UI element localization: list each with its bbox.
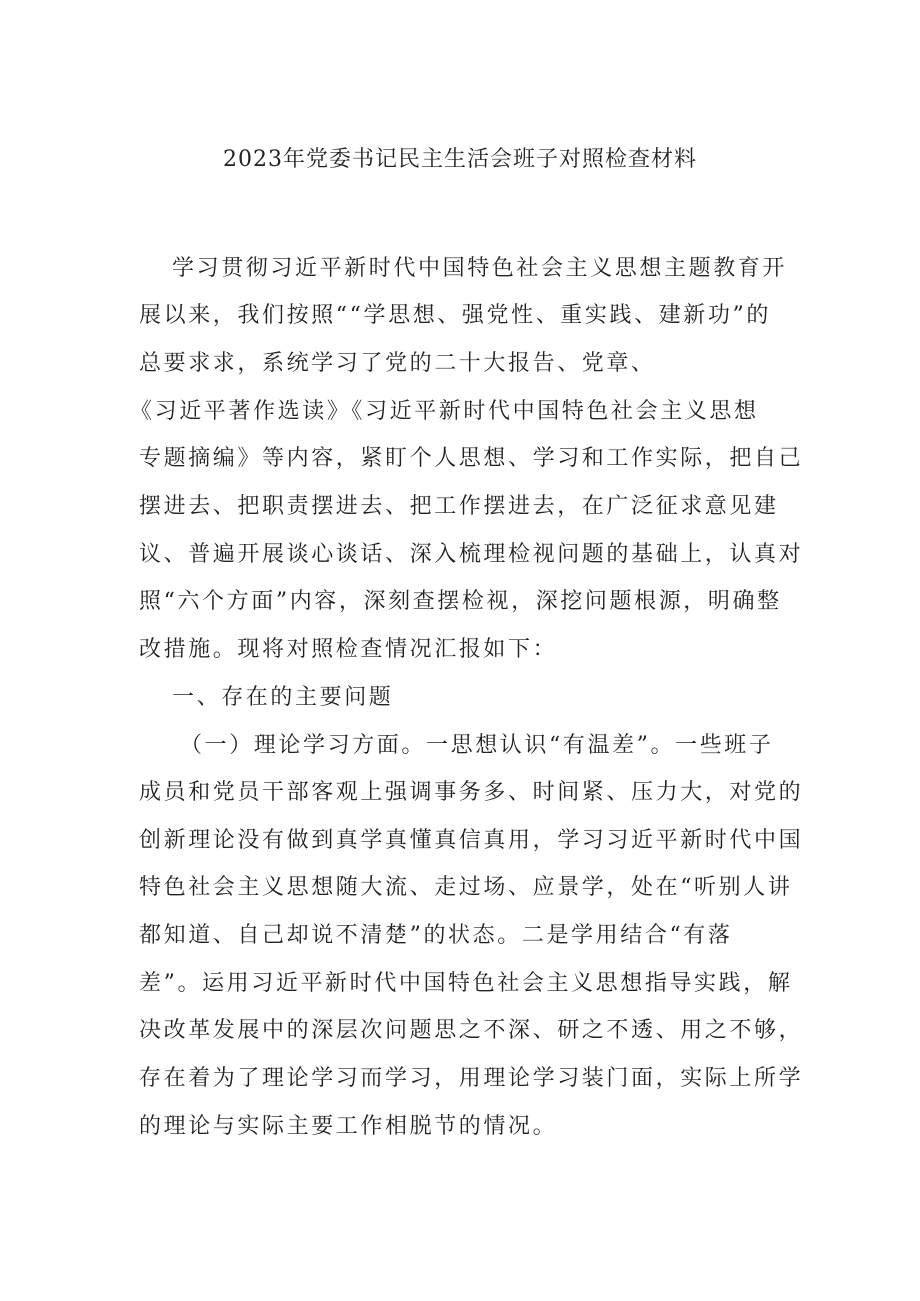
paragraph-line: 决改革发展中的深层次问题思之不深、研之不透、用之不够，	[139, 1018, 804, 1043]
paragraph-line: 摆进去、把职责摆进去、把工作摆进去，在广泛征求意见建	[139, 494, 779, 519]
paragraph-line: 差”。运用习近平新时代中国特色社会主义思想指导实践，解	[139, 971, 793, 996]
paragraph-line: 成员和党员干部客观上强调事务多、时间紧、压力大，对党的	[139, 780, 804, 805]
paragraph-line: 都知道、自己却说不清楚”的状态。二是学用结合“有落	[139, 923, 733, 948]
paragraph-line: 总要求求，系统学习了党的二十大报告、党章、	[139, 351, 656, 376]
paragraph-line: 的理论与实际主要工作相脱节的情况。	[139, 1114, 558, 1139]
paragraph-line: 创新理论没有做到真学真懂真信真用，学习习近平新时代中国	[139, 828, 804, 853]
paragraph-line: 特色社会主义思想随大流、走过场、应景学，处在“听别人讲	[139, 875, 793, 900]
paragraph-line: 议、普遍开展谈心谈话、深入梳理检视问题的基础上，认真对	[139, 542, 804, 567]
paragraph-line: 学习贯彻习近平新时代中国特色社会主义思想主题教育开	[172, 256, 788, 281]
paragraph-line: 专题摘编》等内容，紧盯个人思想、学习和工作实际，把自己	[139, 446, 804, 471]
paragraph-line: （一）理论学习方面。一思想认识“有温差”。一些班子	[180, 733, 774, 758]
paragraph-line: 存在着为了理论学习而学习，用理论学习装门面，实际上所学	[139, 1066, 804, 1091]
document-title: 2023年党委书记民主生活会班子对照检查材料	[223, 147, 697, 172]
paragraph-line: 展以来，我们按照““学思想、强党性、重实践、建新功”的	[139, 303, 771, 328]
paragraph-line: 改措施。现将对照检查情况汇报如下：	[139, 637, 558, 662]
paragraph-line: 照“六个方面”内容，深刻查摆检视，深挖问题根源，明确整	[139, 589, 782, 614]
section-heading: 一、存在的主要问题	[172, 685, 394, 710]
paragraph-line: 《习近平著作选读》《习近平新时代中国特色社会主义思想	[130, 399, 759, 424]
